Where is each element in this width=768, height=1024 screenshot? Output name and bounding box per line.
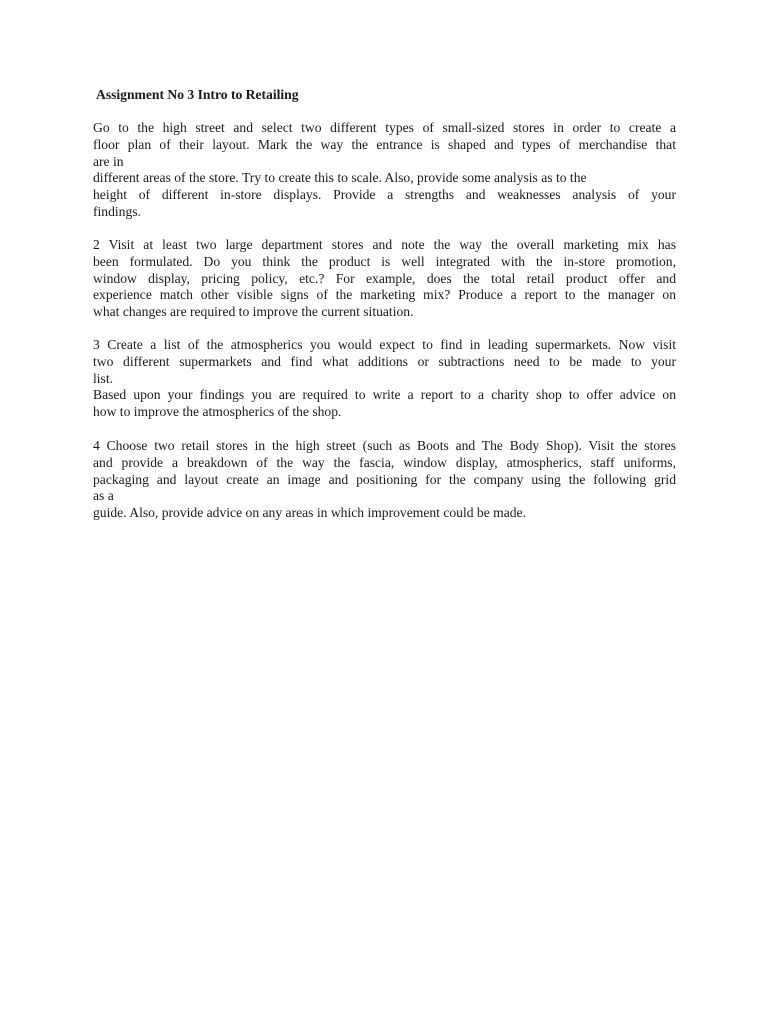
paragraph-line: two different supermarkets and find what additions or subtractions need to be made to your <box>93 353 676 369</box>
paragraph-line: window display, pricing policy, etc.? For example, does the total retail product offer and <box>93 270 676 286</box>
paragraph-line: Go to the high street and select two different types of small-sized stores in order to create a <box>93 120 676 135</box>
paragraph-line: list. <box>93 370 114 386</box>
paragraph-line: packaging and layout create an image and positioning for the company using the following grid <box>93 471 676 487</box>
paragraph-line: floor plan of their layout. Mark the way the entrance is shaped and types of merchandise that <box>93 136 676 152</box>
paragraph-line: what changes are required to improve the current situation. <box>93 304 414 320</box>
paragraph-line: are in <box>93 153 124 169</box>
paragraph-1 <box>93 120 676 221</box>
paragraph-2 <box>93 237 676 321</box>
paragraph-line: and provide a breakdown of the way the fascia, window display, atmospherics, staff uniforms, <box>93 454 676 470</box>
paragraph-line: 3 Create a list of the atmospherics you would expect to find in leading supermarkets. Now visit <box>93 337 676 352</box>
paragraph-4 <box>93 438 676 522</box>
paragraph-line: different areas of the store. Try to create this to scale. Also, provide some analysis as to the <box>93 170 587 186</box>
paragraph-line: height of different in-store displays. Provide a strengths and weaknesses analysis of your <box>93 187 676 203</box>
paragraph-line: 4 Choose two retail stores in the high street (such as Boots and The Body Shop). Visit the stores <box>93 438 676 453</box>
paragraph-line: guide. Also, provide advice on any areas in which improvement could be made. <box>93 505 526 521</box>
paragraph-line: as a <box>93 488 114 504</box>
paragraph-line: 2 Visit at least two large department stores and note the way the overall marketing mix has <box>93 237 676 252</box>
paragraph-line: how to improve the atmospherics of the shop. <box>93 404 342 420</box>
paragraph-line: Based upon your findings you are required to write a report to a charity shop to offer advice on <box>93 387 676 403</box>
paragraph-3 <box>93 337 676 421</box>
document-title: Assignment No 3 Intro to Retailing <box>96 87 299 102</box>
paragraph-line: been formulated. Do you think the product is well integrated with the in-store promotion, <box>93 253 676 269</box>
paragraph-line: experience match other visible signs of the marketing mix? Produce a report to the manager on <box>93 287 676 303</box>
paragraph-line: findings. <box>93 203 141 219</box>
